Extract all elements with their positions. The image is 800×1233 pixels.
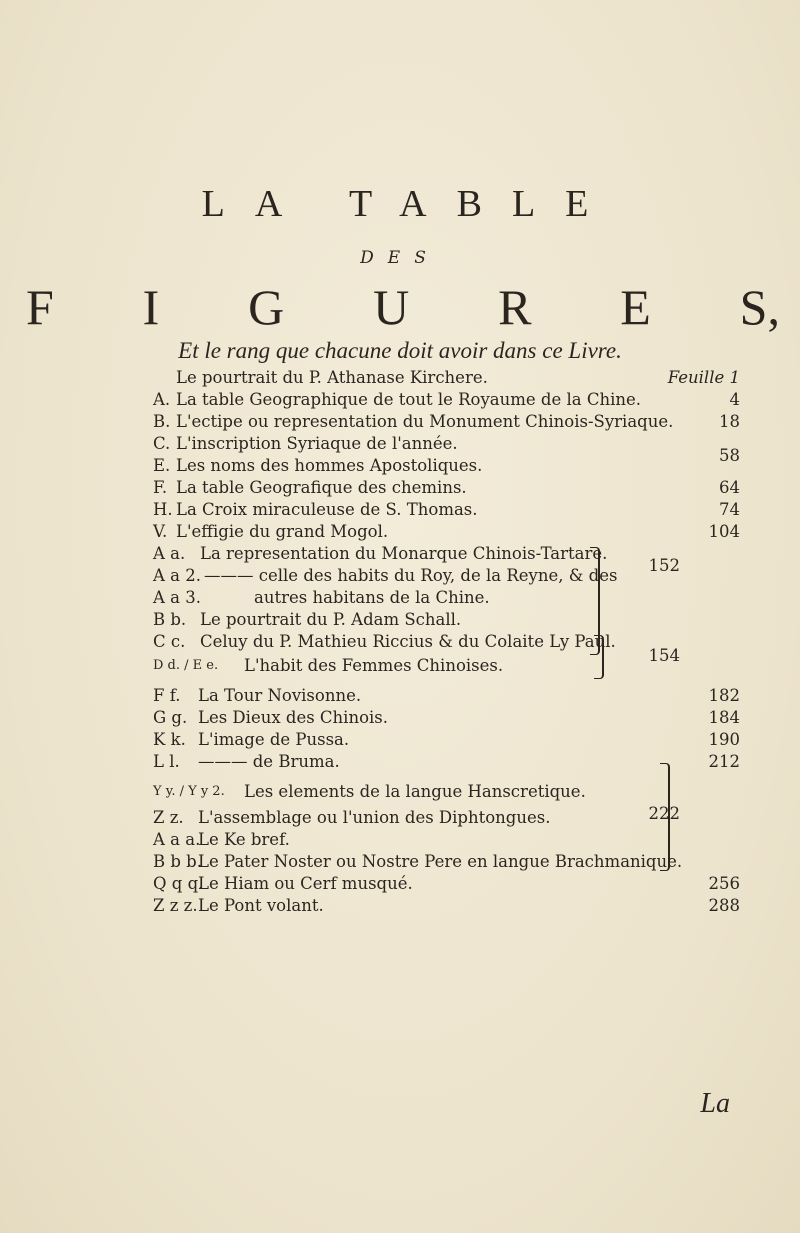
entry-key: F.	[153, 478, 168, 497]
entry-text: L'assemblage ou l'union des Diphtongues.	[198, 808, 551, 827]
entry-text: Le Hiam ou Cerf musqué.	[198, 874, 413, 893]
page-subtitle: Et le rang que chacune doit avoir dans ce Livre.	[178, 338, 622, 363]
table-row	[153, 781, 740, 803]
title-des: DES	[360, 248, 440, 268]
entry-text: L'habit des Femmes Chinoises.	[244, 656, 504, 675]
table-row	[153, 389, 740, 411]
entry-text: L'inscription Syriaque de l'année.	[176, 434, 458, 453]
title-letter: G	[248, 279, 285, 335]
table-row	[153, 685, 740, 707]
entry-text: La Tour Novisonne.	[198, 686, 362, 705]
entry-text: Le pourtrait du P. Athanase Kirchere.	[176, 368, 488, 387]
table-row	[153, 829, 740, 851]
entry-text: Les elements de la langue Hanscretique.	[244, 782, 586, 801]
entry-key: L l.	[153, 752, 180, 771]
entry-key: Z z.	[153, 808, 184, 827]
entry-key: A a 2.	[153, 566, 201, 585]
catchword: La	[700, 1088, 730, 1119]
entry-page: 182	[708, 686, 740, 705]
table-row	[153, 895, 740, 917]
entry-page: 184	[708, 708, 740, 727]
table-row	[170, 367, 740, 389]
entry-text: La Croix miraculeuse de S. Thomas.	[176, 500, 478, 519]
title-letter: F	[26, 279, 54, 335]
entry-key: A a.	[153, 544, 186, 563]
entry-text: La representation du Monarque Chinois-Tartare.	[200, 544, 608, 563]
entry-key: D d. / E e.	[153, 658, 219, 673]
entry-key: B.	[153, 412, 171, 431]
entry-text: Le Pont volant.	[198, 896, 324, 915]
table-row	[153, 729, 740, 751]
title-letter: U	[373, 279, 410, 335]
entry-text: Les noms des hommes Apostoliques.	[176, 456, 483, 475]
group-page: 154	[648, 646, 680, 665]
entry-text: La table Geografique des chemins.	[176, 478, 467, 497]
title-letter: R	[498, 279, 532, 335]
entry-page: 190	[708, 730, 740, 749]
entry-key: C.	[153, 434, 171, 453]
entry-key: G g.	[153, 708, 188, 727]
entry-text: L'image de Pussa.	[198, 730, 350, 749]
entry-page: 256	[708, 874, 740, 893]
table-row	[153, 433, 740, 455]
entry-key: Q q q.	[153, 874, 204, 893]
table-row	[153, 411, 740, 433]
entry-text: Le Pater Noster ou Nostre Pere en langue Brachmanique.	[198, 852, 683, 871]
entry-key: V.	[153, 522, 168, 541]
group-brace	[594, 635, 604, 679]
entry-page: 64	[719, 478, 740, 497]
title-figures	[0, 278, 800, 336]
entry-key: F f.	[153, 686, 181, 705]
table-row	[153, 751, 740, 773]
entry-page: 104	[708, 522, 740, 541]
entry-page: 18	[719, 412, 740, 431]
entry-key: C c.	[153, 632, 186, 651]
entry-key: Z z z.	[153, 896, 198, 915]
title-la-table: LA TABLE	[201, 183, 619, 225]
entry-text: Le pourtrait du P. Adam Schall.	[200, 610, 462, 629]
entry-text: Celuy du P. Mathieu Riccius & du Colaite Ly Paul.	[200, 632, 616, 651]
entry-key: B b.	[153, 610, 187, 629]
entry-page: 288	[708, 896, 740, 915]
table-row	[153, 873, 740, 895]
entry-text: L'ectipe ou representation du Monument Chinois-Syriaque.	[176, 412, 674, 431]
entry-page: 4	[729, 390, 740, 409]
entry-key: E.	[153, 456, 171, 475]
group-page: 152	[648, 556, 680, 575]
table-row	[153, 587, 740, 609]
title-letter: I	[142, 279, 160, 335]
entry-key: H.	[153, 500, 173, 519]
group-page: 222	[648, 804, 680, 823]
entry-key: A.	[153, 390, 171, 409]
entry-text: L'effigie du grand Mogol.	[176, 522, 389, 541]
entry-key: A a a.	[153, 830, 201, 849]
entry-text: ——— de Bruma.	[198, 752, 340, 771]
table-row	[153, 446, 740, 477]
entry-page: 212	[708, 752, 740, 771]
entry-text: autres habitans de la Chine.	[254, 588, 490, 607]
table-row	[153, 609, 740, 631]
table-row	[153, 851, 740, 873]
entry-key: K k.	[153, 730, 186, 749]
entry-text: Les Dieux des Chinois.	[198, 708, 388, 727]
entry-text: La table Geographique de tout le Royaume de la Chine.	[176, 390, 642, 409]
entry-page: Feuille 1	[667, 368, 740, 387]
entry-text: ——— celle des habits du Roy, de la Reyne, & des	[204, 566, 618, 585]
table-row	[153, 499, 740, 521]
entry-page: 58	[719, 446, 740, 465]
title-letter: S,	[739, 279, 780, 335]
table-row	[153, 477, 740, 499]
entry-key: A a 3.	[153, 588, 201, 607]
entry-key: B b b.	[153, 852, 202, 871]
entry-text: Le Ke bref.	[198, 830, 290, 849]
title-letter: E	[620, 279, 651, 335]
table-row	[153, 521, 740, 543]
entry-page: 74	[719, 500, 740, 519]
entry-key: Y y. / Y y 2.	[153, 784, 225, 799]
table-row	[153, 707, 740, 729]
